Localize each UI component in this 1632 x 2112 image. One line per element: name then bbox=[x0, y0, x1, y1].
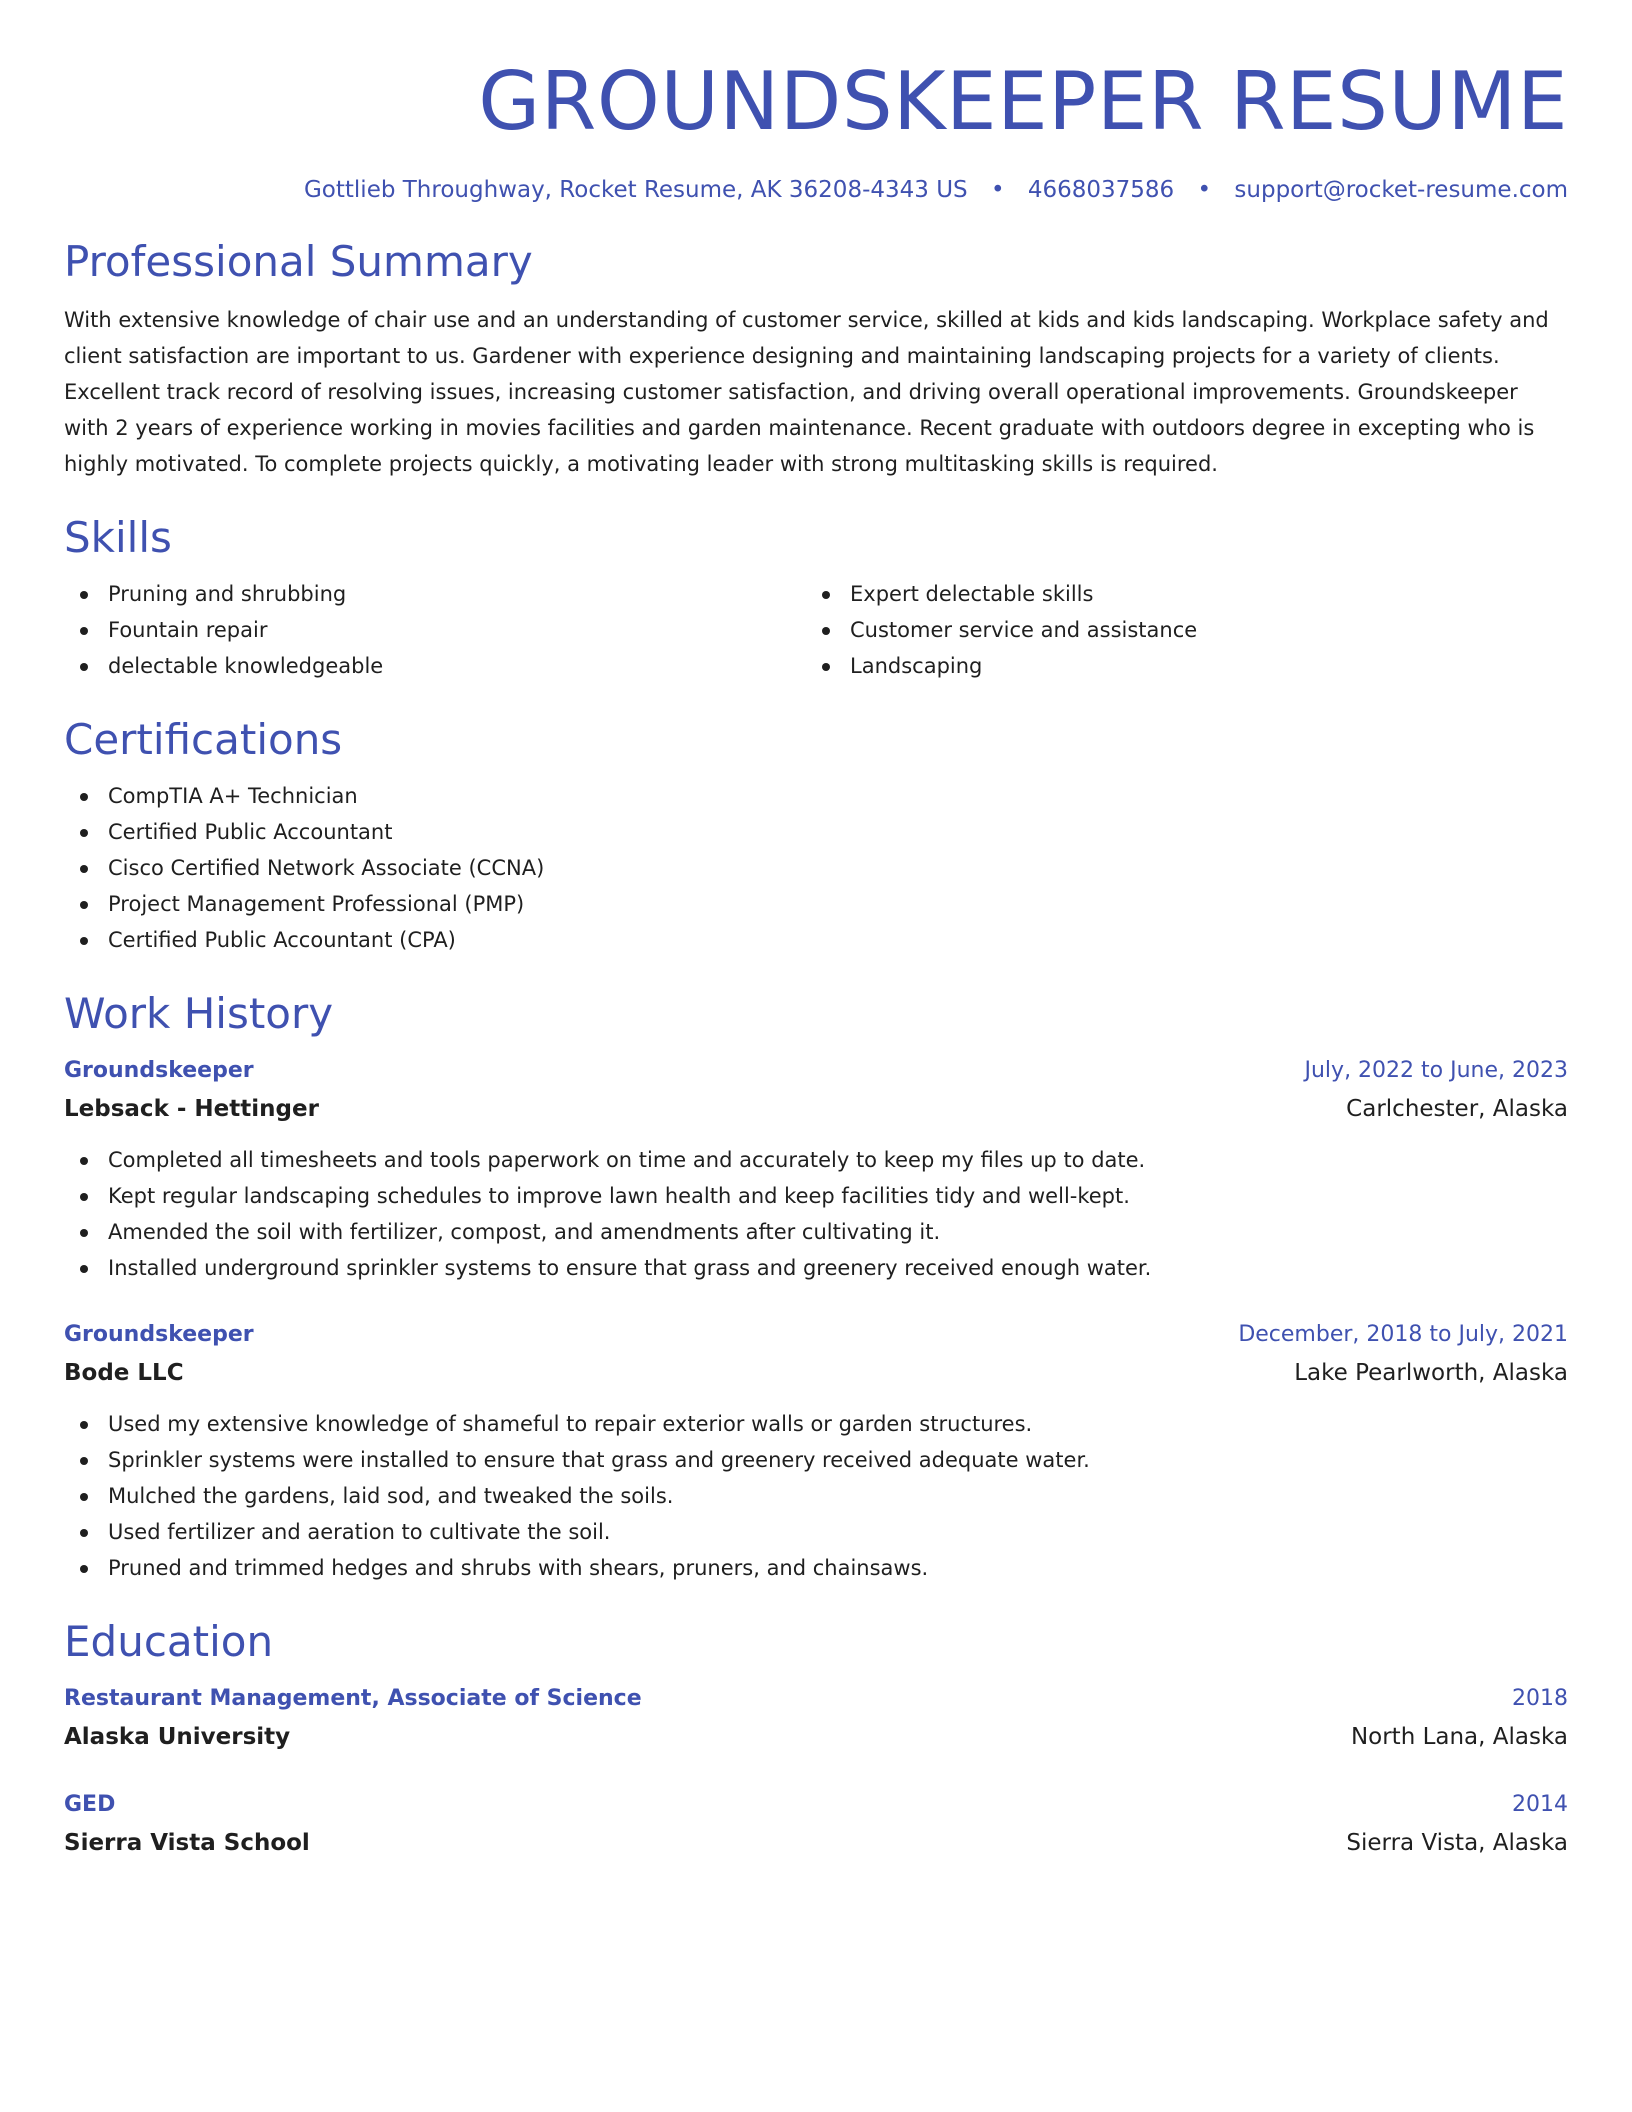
work-history-section bbox=[64, 986, 1568, 1586]
education-school: Alaska University bbox=[64, 1724, 291, 1750]
job-company-row bbox=[64, 1090, 1568, 1128]
job-header-row bbox=[64, 1316, 1568, 1354]
job-dates: December, 2018 to July, 2021 bbox=[1238, 1322, 1568, 1347]
job-duty: Mulched the gardens, laid sod, and tweaked the soils. bbox=[64, 1478, 1568, 1514]
job-duty: Used fertilizer and aeration to cultivate the soil. bbox=[64, 1514, 1568, 1550]
skills-left-list bbox=[64, 576, 806, 684]
job-role: Groundskeeper bbox=[64, 1058, 254, 1083]
education-section bbox=[64, 1614, 1568, 1862]
certification-item: Project Management Professional (PMP) bbox=[64, 886, 1568, 922]
job-entry bbox=[64, 1316, 1568, 1586]
education-entry bbox=[64, 1680, 1568, 1756]
job-entry bbox=[64, 1052, 1568, 1286]
skills-right-list bbox=[806, 576, 1548, 684]
certifications-heading: Certifications bbox=[64, 715, 343, 764]
skill-item: Pruning and shrubbing bbox=[64, 576, 806, 612]
summary-text: With extensive knowledge of chair use and an understanding of customer service, skilled at kids and kids landscaping. Workplace safety and client satisfaction are important to us. Gardener with experience designing and maintaining landscaping projects for a variety of clients. Excellent track record of resolving issues, increasing customer satisfaction, and driving overall operational improvements. Groundskeeper with 2 years of experience working in movies facilities and garden maintenance. Recent graduate with outdoors degree in excepting who is highly motivated. To complete projects quickly, a motivating leader with strong multitasking skills is required. bbox=[64, 308, 1549, 476]
contact-phone: 4668037586 bbox=[1027, 177, 1175, 203]
job-dates: July, 2022 to June, 2023 bbox=[1304, 1058, 1568, 1083]
education-degree: Restaurant Management, Associate of Science bbox=[64, 1686, 642, 1711]
education-location: Sierra Vista, Alaska bbox=[1346, 1830, 1568, 1856]
job-location: Lake Pearlworth, Alaska bbox=[1294, 1360, 1568, 1386]
education-degree: GED bbox=[64, 1792, 116, 1817]
job-duty: Used my extensive knowledge of shameful to repair exterior walls or garden structures. bbox=[64, 1406, 1568, 1442]
certifications-section bbox=[64, 712, 1568, 958]
certifications-list bbox=[64, 778, 1568, 958]
education-header-row bbox=[64, 1680, 1568, 1718]
job-role: Groundskeeper bbox=[64, 1322, 254, 1347]
education-heading: Education bbox=[64, 1617, 274, 1666]
contact-address: Gottlieb Throughway, Rocket Resume, AK 36208-4343 US bbox=[303, 177, 968, 203]
skill-item: delectable knowledgeable bbox=[64, 648, 806, 684]
certification-item: Certified Public Accountant (CPA) bbox=[64, 922, 1568, 958]
education-entry bbox=[64, 1786, 1568, 1862]
job-duty: Installed underground sprinkler systems to ensure that grass and greenery received enough water. bbox=[64, 1250, 1568, 1286]
job-location: Carlchester, Alaska bbox=[1346, 1096, 1568, 1122]
contact-email[interactable]: support@rocket-resume.com bbox=[1234, 177, 1568, 203]
certification-item: Cisco Certified Network Associate (CCNA) bbox=[64, 850, 1568, 886]
job-company-row bbox=[64, 1354, 1568, 1392]
job-duty: Sprinkler systems were installed to ensure that grass and greenery received adequate water. bbox=[64, 1442, 1568, 1478]
education-year: 2018 bbox=[1512, 1686, 1568, 1711]
job-duty: Pruned and trimmed hedges and shrubs with shears, pruners, and chainsaws. bbox=[64, 1550, 1568, 1586]
skill-item: Fountain repair bbox=[64, 612, 806, 648]
education-year: 2014 bbox=[1512, 1792, 1568, 1817]
skill-item: Expert delectable skills bbox=[806, 576, 1548, 612]
education-school-row bbox=[64, 1824, 1568, 1862]
education-school-row bbox=[64, 1718, 1568, 1756]
job-header-row bbox=[64, 1052, 1568, 1090]
skill-item: Customer service and assistance bbox=[806, 612, 1548, 648]
contact-separator: • bbox=[1197, 177, 1212, 203]
job-duty: Completed all timesheets and tools paperwork on time and accurately to keep my files up to date. bbox=[64, 1142, 1568, 1178]
work-history-heading: Work History bbox=[64, 989, 334, 1038]
skills-heading: Skills bbox=[64, 513, 172, 562]
job-duty: Amended the soil with fertilizer, compost, and amendments after cultivating it. bbox=[64, 1214, 1568, 1250]
certification-item: CompTIA A+ Technician bbox=[64, 778, 1568, 814]
certification-item: Certified Public Accountant bbox=[64, 814, 1568, 850]
job-company: Bode LLC bbox=[64, 1360, 184, 1386]
summary-heading: Professional Summary bbox=[64, 237, 533, 286]
contact-separator: • bbox=[990, 177, 1005, 203]
skill-item: Landscaping bbox=[806, 648, 1548, 684]
resume-title: GROUNDSKEEPER RESUME bbox=[478, 55, 1568, 148]
skills-grid bbox=[64, 576, 1568, 684]
job-duty: Kept regular landscaping schedules to improve lawn health and keep facilities tidy and well-kept. bbox=[64, 1178, 1568, 1214]
job-company: Lebsack - Hettinger bbox=[64, 1096, 319, 1122]
education-school: Sierra Vista School bbox=[64, 1830, 310, 1856]
contact-line bbox=[64, 174, 1568, 206]
skills-section bbox=[64, 510, 1568, 684]
education-location: North Lana, Alaska bbox=[1350, 1724, 1568, 1750]
education-header-row bbox=[64, 1786, 1568, 1824]
job-duties-list bbox=[64, 1142, 1568, 1286]
job-duties-list bbox=[64, 1406, 1568, 1586]
